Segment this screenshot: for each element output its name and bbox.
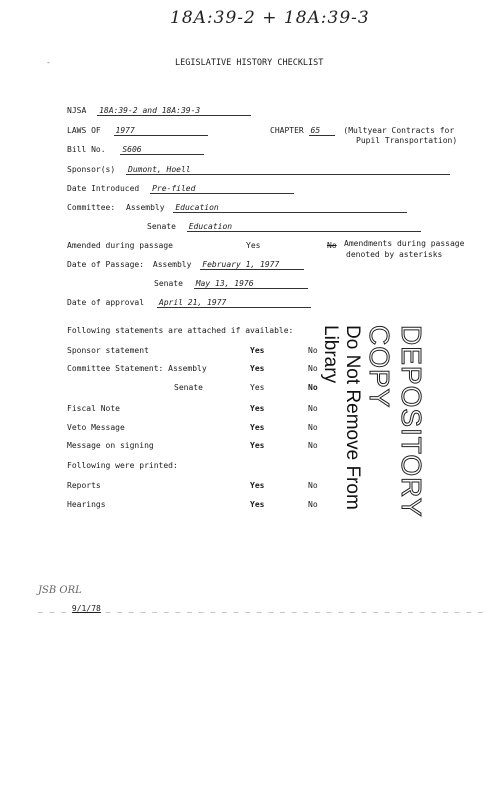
statement-row	[174, 383, 203, 392]
chapter-description: (Multyear Contracts for	[343, 126, 455, 135]
statement-label: Committee Statement: Assembly	[67, 364, 207, 373]
approval-value: April 21, 1977	[157, 298, 311, 308]
committee-assembly-value: Education	[173, 203, 407, 213]
footer-initials: JSB ORL	[38, 585, 82, 596]
printed-label: Reports	[67, 481, 101, 490]
statement-row	[67, 441, 154, 450]
njsa-row	[67, 106, 251, 116]
statement-yes: Yes	[250, 364, 265, 373]
footer-dash: _ _ _	[38, 604, 68, 613]
statement-label: Sponsor statement	[67, 346, 149, 355]
date-introduced-value: Pre-filed	[150, 184, 294, 194]
amendments-note-2: denoted by asterisks	[346, 250, 443, 259]
statement-row	[67, 364, 207, 373]
statement-no: No	[308, 441, 318, 450]
bill-no-label: Bill No.	[67, 145, 106, 154]
footer-dash-line: _ _ _ _ _ _ _ _ _ _ _ _ _ _ _ _ _ _ _ _ _ _ _ _ _ _ _ _ _ _ _ _ _	[105, 604, 484, 613]
bill-no-row	[67, 145, 204, 155]
chapter-row	[270, 126, 454, 136]
bill-no-value: S606	[120, 145, 204, 155]
sponsor-row	[67, 165, 450, 175]
printed-no: No	[308, 481, 318, 490]
printed-row	[67, 500, 106, 509]
njsa-value: 18A:39-2 and 18A:39-3	[97, 106, 251, 116]
laws-of-value: 1977	[114, 126, 208, 136]
chapter-value: 65	[309, 126, 335, 136]
passage-senate-label: Senate	[154, 279, 183, 288]
page-title: LEGISLATIVE HISTORY CHECKLIST	[175, 58, 324, 68]
sponsor-value: Dumont, Hoell	[126, 165, 450, 175]
committee-senate-row	[147, 222, 421, 232]
committee-assembly-label: Assembly	[126, 203, 165, 212]
passage-label: Date of Passage:	[67, 260, 145, 269]
printed-no: No	[308, 500, 318, 509]
statement-no: No	[308, 364, 318, 373]
handwritten-header: 18A:39-2 + 18A:39-3	[170, 8, 370, 28]
committee-row	[67, 203, 407, 213]
passage-senate-value: May 13, 1976	[194, 279, 308, 289]
printed-yes: Yes	[250, 481, 265, 490]
chapter-label: CHAPTER	[270, 126, 304, 135]
statement-row	[67, 404, 120, 413]
statement-row	[67, 423, 125, 432]
statement-row	[67, 346, 149, 355]
printed-yes: Yes	[250, 500, 265, 509]
printed-row	[67, 481, 101, 490]
stamp-line-1: DEPOSITORY COPY	[364, 325, 427, 518]
njsa-label: NJSA	[67, 106, 87, 115]
statement-yes: Yes	[250, 383, 265, 392]
attached-heading: Following statements are attached if available:	[67, 326, 294, 335]
laws-of-row	[67, 126, 208, 136]
amendments-note: Amendments during passage	[344, 239, 465, 248]
committee-label: Committee:	[67, 203, 116, 212]
statement-yes: Yes	[250, 346, 265, 355]
passage-assembly-label: Assembly	[152, 260, 192, 269]
amended-label: Amended during passage	[67, 241, 173, 250]
statement-yes: Yes	[250, 404, 265, 413]
statement-label: Veto Message	[67, 423, 125, 432]
footer-date: 9/1/78	[71, 604, 101, 613]
committee-senate-label: Senate	[147, 222, 176, 231]
stamp-line-2: Do Not Remove From Library	[320, 325, 363, 510]
footer-date-row	[38, 604, 484, 613]
statement-label: Fiscal Note	[67, 404, 120, 413]
margin-mark: -	[46, 58, 51, 67]
depository-stamp	[319, 325, 427, 560]
approval-label: Date of approval	[67, 298, 145, 307]
statement-label: Senate	[174, 383, 203, 392]
statement-no: No	[308, 346, 318, 355]
committee-senate-value: Education	[187, 222, 421, 232]
amended-no-mark: No	[327, 241, 337, 250]
date-introduced-row	[67, 184, 294, 194]
amended-yes: Yes	[246, 241, 261, 250]
statement-no: No	[308, 423, 318, 432]
passage-assembly-value: February 1, 1977	[200, 260, 304, 270]
sponsor-label: Sponsor(s)	[67, 165, 116, 174]
printed-heading: Following were printed:	[67, 461, 178, 470]
approval-row	[67, 298, 311, 308]
laws-of-label: LAWS OF	[67, 126, 101, 135]
statement-no: No	[308, 383, 318, 392]
printed-label: Hearings	[67, 500, 106, 509]
chapter-description-2: Pupil Transportation)	[356, 136, 458, 145]
statement-no: No	[308, 404, 318, 413]
date-introduced-label: Date Introduced	[67, 184, 140, 193]
statement-yes: Yes	[250, 423, 265, 432]
passage-row	[67, 260, 304, 270]
statement-yes: Yes	[250, 441, 265, 450]
statement-label: Message on signing	[67, 441, 154, 450]
passage-senate-row	[154, 279, 308, 289]
